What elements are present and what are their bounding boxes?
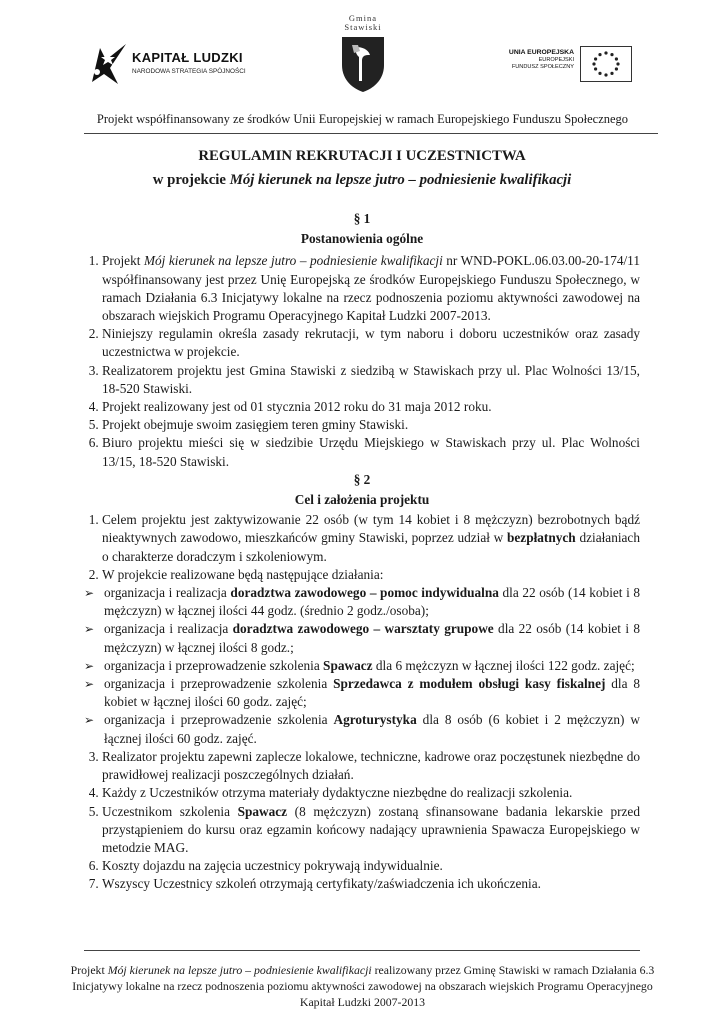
item-text: nr WND-POKL.06.03.00-20-174/11 współfinansowany jest przez Unię Europejską ze środków Europejskiego Funduszu Społecznego, w ramach Działania 6.3 Inicjatywy lokalne na rzecz podnoszenia poziomu aktywności zawodowej na obszarach wiejskich Programu Operacyjnego Kapitał Ludzki 2007-2013. [102,253,640,324]
list-item: 3. Realizator projektu zapewni zaplecze lokalowe, techniczne, kadrowe oraz poczęstunek niezbędne do prawidłowej realizacji poszczególnych działań. [102,748,640,784]
item-text: W projekcie realizowane będą następujące działania: [102,566,384,582]
list-item [102,252,640,325]
item-text: dla 8 kobiet w łącznej ilości 60 godz. zajęć; [104,676,640,710]
section-2-mark: § 2 [353,471,371,487]
list-item [102,566,640,748]
item-bold: doradztwa zawodowego – warsztaty grupowe [232,621,494,637]
footer-divider [84,950,640,951]
item-text: organizacja i realizacja [104,621,233,637]
list-item: 4. Projekt realizowany jest od 01 stycznia 2012 roku do 31 maja 2012 roku. [102,398,640,416]
item-bold: Spawacz [323,657,373,673]
item-text: dla 22 osób (14 kobiet i 8 mężczyzn) w łącznej ilości 8 godz.; [104,621,640,655]
section-2-list [84,511,640,893]
eu-flag-icon [580,46,632,82]
footer-text: realizowany przez Gminę Stawiski w ramach Działania 6.3 Inicjatywy lokalne na rzecz podnoszenia poziomu aktywności zawodowej na obszarach wiejskich Programu Operacyjnego Kapitał Ludzki 2007-2013 [72,963,655,1009]
header-divider [84,133,658,134]
eu-fund-line2: FUNDUSZ SPOŁECZNY [511,64,574,70]
item-text: organizacja i realizacja [104,585,231,601]
eu-logo [500,46,632,86]
kapital-ludzki-subtitle: NARODOWA STRATEGIA SPÓJNOŚCI [132,68,246,75]
activities-list [84,584,640,748]
page-footer [60,962,665,1010]
activity-item [84,711,640,747]
item-text: dla 6 mężczyzn w łącznej ilości 122 godz. zajęć; [372,657,635,673]
eu-fund-line1: EUROPEJSKI [538,57,574,63]
item-project-name: Mój kierunek na lepsze jutro – podniesienie kwalifikacji [143,253,443,269]
activity-item [84,675,640,711]
item-text: organizacja i przeprowadzenie szkolenia [104,676,334,692]
item-bold: Agroturystyka [333,712,417,728]
document-title: REGULAMIN REKRUTACJI I UCZESTNICTWA [198,148,526,164]
list-item: 4. Każdy z Uczestników otrzyma materiały dydaktyczne niezbędne do realizacji szkolenia. [102,784,640,802]
list-item [102,511,640,566]
list-item: 2. Niniejszy regulamin określa zasady rekrutacji, w tym naboru i doboru uczestników oraz zasady uczestnictwa w projekcie. [102,325,640,361]
gmina-stawiski-crest [336,14,390,98]
section-1-title: Postanowienia ogólne [300,231,424,247]
item-bold: bezpłatnych [507,530,576,546]
gmina-name: Stawiski [344,22,382,32]
list-item: 6. Biuro projektu mieści się w siedzibie Urzędu Miejskiego w Stawiskach przy ul. Plac Wolności 13/15, 18-520 Stawiski. [102,434,640,470]
kapital-ludzki-star-icon [88,42,128,86]
list-item: 5. Projekt obejmuje swoim zasięgiem teren gminy Stawiski. [102,416,640,434]
item-text: dla 8 osób (6 kobiet i 2 mężczyzn) w łącznej ilości 60 godz. zajęć. [104,712,641,746]
document-body [84,146,640,894]
activity-item [84,620,640,656]
list-item: 6. Koszty dojazdu na zajęcia uczestnicy pokrywają indywidualnie. [102,857,640,875]
item-text: Projekt [102,253,144,269]
project-name: Mój kierunek na lepsze jutro – podniesienie kwalifikacji [229,172,572,188]
footer-text: Projekt [70,963,108,977]
gmina-label: Gmina [348,13,378,23]
activity-item [84,584,640,620]
footer-project-name: Mój kierunek na lepsze jutro – podniesienie kwalifikacji [107,963,372,977]
kapital-ludzki-title: KAPITAŁ LUDZKI [132,50,243,65]
coat-of-arms-icon [340,35,386,93]
item-text: organizacja i przeprowadzenie szkolenia [104,712,334,728]
section-1-mark: § 1 [353,211,371,226]
item-text: dla 22 osób (14 kobiet i 8 mężczyzn) w łącznej ilości 44 godz. (średnio 2 godz./osoba); [104,585,641,619]
subtitle-prefix: w projekcie [152,172,230,188]
eu-text [509,48,574,71]
item-text: (8 mężczyzn) zostaną sfinansowane badania lekarskie przed przystąpieniem do kursu oraz egzamin końcowy nadający uprawnienia Spawacza Europejskiego w metodzie MAG. [102,803,640,855]
list-item: 7. Wszyscy Uczestnicy szkoleń otrzymają certyfikaty/zaświadczenia ich ukończenia. [102,875,640,893]
list-item: 3. Realizatorem projektu jest Gmina Stawiski z siedzibą w Stawiskach przy ul. Plac Wolności 13/15, 18-520 Stawiski. [102,362,640,398]
item-bold: Sprzedawca z modułem obsługi kasy fiskalnej [333,676,606,692]
page-header [0,0,725,108]
eu-title: UNIA EUROPEJSKA [508,49,574,56]
document-subtitle [84,170,640,190]
list-item [102,803,640,858]
item-text: działaniach o charakterze doradczym i szkoleniowym. [102,530,640,564]
item-bold: Spawacz [237,803,288,819]
activity-item [84,657,640,675]
kapital-ludzki-logo [88,42,258,88]
item-text: Celem projektu jest zaktywizowanie 22 osób (w tym 14 kobiet i 8 mężczyzn) bezrobotnych bądź nieaktywnych zawodowo, mieszkańców gminy Stawiski, poprzez udział w [102,512,640,546]
section-2-title: Cel i założenia projektu [294,492,430,508]
item-bold: doradztwa zawodowego – pomoc indywidualna [230,585,499,601]
section-1-list [84,252,640,470]
cofinancing-statement: Projekt współfinansowany ze środków Unii Europejskiej w ramach Europejskiego Funduszu Społecznego [96,112,629,126]
item-text: Uczestnikom szkolenia [102,803,238,819]
item-text: organizacja i przeprowadzenie szkolenia [104,657,324,673]
